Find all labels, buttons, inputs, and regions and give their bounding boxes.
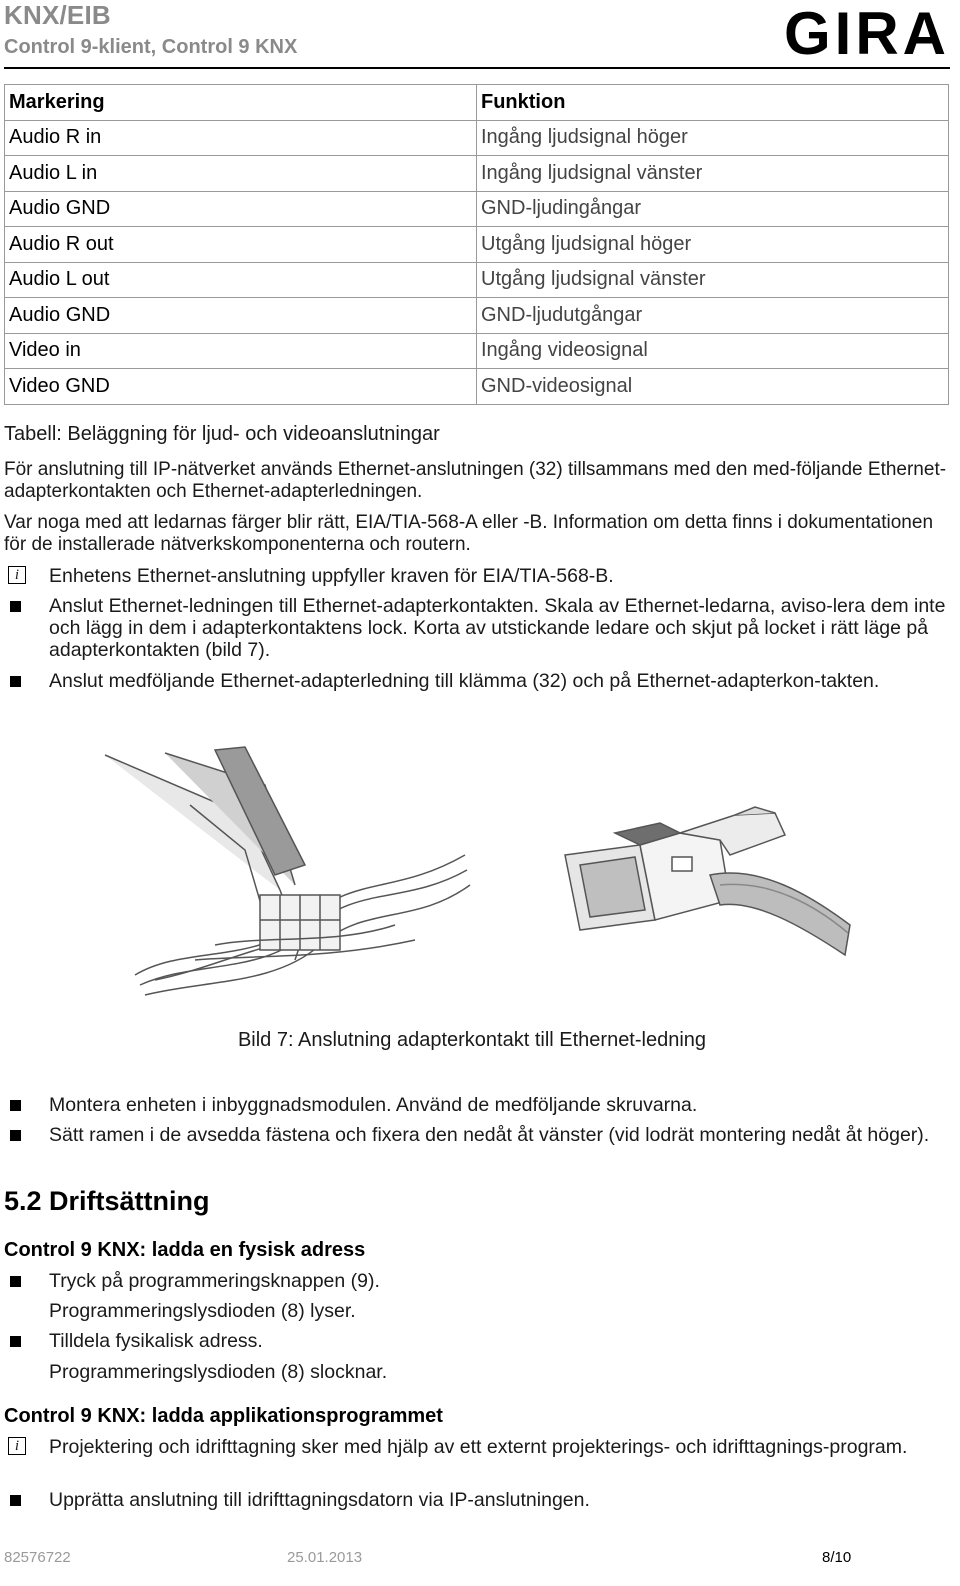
column-header-marking: Markering <box>5 85 477 121</box>
table-cell: Utgång ljudsignal vänster <box>477 262 949 298</box>
table-cell: Utgång ljudsignal höger <box>477 227 949 263</box>
bullet-square-icon <box>10 1276 21 1287</box>
table-cell: Ingång ljudsignal höger <box>477 120 949 156</box>
section-heading: 5.2 Driftsättning <box>4 1186 210 1216</box>
result-text: Programmeringslysdioden (8) slocknar. <box>49 1361 388 1383</box>
result-text: Programmeringslysdioden (8) lyser. <box>49 1300 356 1322</box>
table-cell: Ingång ljudsignal vänster <box>477 156 949 192</box>
table-caption: Tabell: Beläggning för ljud- och videoanslutningar <box>4 423 440 445</box>
figure-crimp-tool-illustration <box>95 745 475 1010</box>
table-row <box>5 333 949 369</box>
footer-doc-number: 82576722 <box>4 1549 71 1566</box>
table-cell: Ingång videosignal <box>477 333 949 369</box>
table-cell: Audio R out <box>5 227 477 263</box>
info-text: Projektering och idrifttagning sker med hjälp av ett externt projekterings- och idrifttagnings-program. <box>49 1436 908 1458</box>
list-item-text: Montera enheten i inbyggnadsmodulen. Använd de medföljande skruvarna. <box>49 1094 698 1116</box>
paragraph-wire-colors: Var noga med att ledarnas färger blir rätt, EIA/TIA-568-A eller -B. Information om detta finns i dokumentationen för de installerade nätverkskomponenterna och routern. <box>4 512 934 555</box>
list-item-text: Sätt ramen i de avsedda fästena och fixera den nedåt åt vänster (vid lodrät montering nedåt åt höger). <box>49 1124 930 1146</box>
list-item-text: Tryck på programmeringsknappen (9). <box>49 1270 380 1292</box>
table-cell: Audio L out <box>5 262 477 298</box>
footer-date: 25.01.2013 <box>287 1549 363 1566</box>
header-divider <box>4 67 950 69</box>
table-row <box>5 120 949 156</box>
document-subtitle: Control 9-klient, Control 9 KNX <box>4 36 298 58</box>
bullet-square-icon <box>10 1495 21 1506</box>
info-icon: i <box>8 566 26 584</box>
bullet-square-icon <box>10 1336 21 1347</box>
gira-logo: GIRA <box>784 0 950 67</box>
table-cell: Audio R in <box>5 120 477 156</box>
info-icon: i <box>8 1437 26 1455</box>
table-cell: Audio GND <box>5 298 477 334</box>
table-header-row <box>5 85 949 121</box>
list-item-text: Tilldela fysikalisk adress. <box>49 1330 263 1352</box>
subsection-heading-application-program: Control 9 KNX: ladda applikationsprogrammet <box>4 1405 443 1427</box>
connection-table <box>4 84 949 405</box>
bullet-square-icon <box>10 1130 21 1141</box>
table-cell: Video GND <box>5 369 477 405</box>
table-row <box>5 191 949 227</box>
paragraph-ethernet: För anslutning till IP-nätverket används Ethernet-anslutningen (32) tillsammans med den med-följande Ethernet-adapterkontakten och Ethernet-adapterledningen. <box>4 459 947 502</box>
table-cell: GND-videosignal <box>477 369 949 405</box>
table-cell: GND-ljudutgångar <box>477 298 949 334</box>
figure-adapter-connector-illustration <box>560 805 855 965</box>
table-cell: Audio GND <box>5 191 477 227</box>
list-item-text: Anslut medföljande Ethernet-adapterledning till klämma (32) och på Ethernet-adapterkon-takten. <box>49 670 880 692</box>
table-row <box>5 156 949 192</box>
bullet-square-icon <box>10 676 21 687</box>
footer-page-number: 8/10 <box>822 1549 852 1566</box>
table-row <box>5 262 949 298</box>
document-title: KNX/EIB <box>4 0 111 30</box>
figure-caption: Bild 7: Anslutning adapterkontakt till Ethernet-ledning <box>237 1029 707 1051</box>
list-item-text: Upprätta anslutning till idrifttagningsdatorn via IP-anslutningen. <box>49 1489 590 1511</box>
table-row <box>5 298 949 334</box>
column-header-function: Funktion <box>477 85 949 121</box>
table-row <box>5 227 949 263</box>
table-cell: Audio L in <box>5 156 477 192</box>
table-cell: Video in <box>5 333 477 369</box>
list-item-text: Anslut Ethernet-ledningen till Ethernet-adapterkontakten. Skala av Ethernet-ledarna, aviso-lera dem inte och lägg in dem i adapterkontaktens lock. Korta av utstickande ledare och skjut på locket i rätt läge på adapterkontakten (bild 7). <box>49 595 946 661</box>
info-text: Enhetens Ethernet-anslutning uppfyller kraven för EIA/TIA-568-B. <box>49 565 614 587</box>
bullet-square-icon <box>10 601 21 612</box>
subsection-heading-physical-address: Control 9 KNX: ladda en fysisk adress <box>4 1239 366 1261</box>
table-row <box>5 369 949 405</box>
bullet-square-icon <box>10 1100 21 1111</box>
table-cell: GND-ljudingångar <box>477 191 949 227</box>
